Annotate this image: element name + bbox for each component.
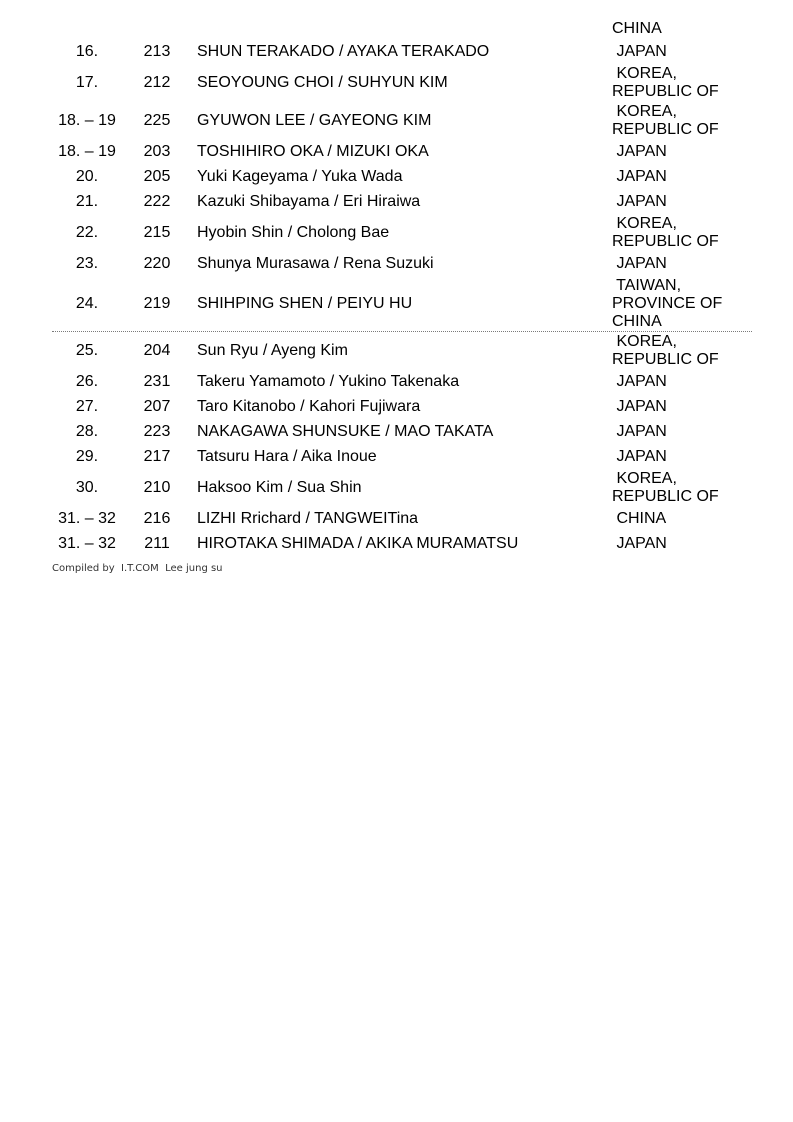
table-row [0, 102, 793, 139]
bib-number: 220 [143, 254, 171, 272]
bib-number: 217 [143, 447, 171, 465]
table-row [0, 394, 793, 419]
rank: 31. – 32 [58, 534, 116, 552]
country: JAPAN [612, 167, 667, 185]
bib-number: 231 [143, 372, 171, 390]
bib-number: 203 [143, 142, 171, 160]
pair-names: HIROTAKA SHIMADA / AKIKA MURAMATSU [197, 534, 519, 552]
rank: 29. [75, 447, 99, 465]
rank: 17. [75, 74, 99, 91]
table-row [0, 332, 793, 369]
rank: 26. [75, 372, 99, 390]
table-row [0, 276, 793, 331]
table-row [0, 531, 793, 556]
country: JAPAN [612, 42, 667, 60]
rank: 16. [75, 42, 99, 60]
rank: 23. [75, 254, 99, 272]
pair-names: Yuki Kageyama / Yuka Wada [197, 167, 403, 185]
table-row [0, 39, 793, 64]
table-row [0, 419, 793, 444]
table-row [0, 506, 793, 531]
country: JAPAN [612, 534, 667, 552]
country: KOREA, REPUBLIC OF [612, 214, 719, 250]
bib-number: 225 [143, 111, 171, 129]
pair-names: Sun Ryu / Ayeng Kim [197, 341, 348, 359]
pair-names: NAKAGAWA SHUNSUKE / MAO TAKATA [197, 422, 494, 440]
rank: 28. [75, 422, 99, 440]
bib-number: 223 [143, 422, 171, 440]
bib-number: 222 [143, 192, 171, 210]
rank: 27. [75, 397, 99, 415]
table-row [0, 139, 793, 164]
pair-names: Shunya Murasawa / Rena Suzuki [197, 254, 434, 272]
country: JAPAN [612, 254, 667, 272]
bib-number: 219 [143, 294, 171, 312]
bib-number: 204 [143, 341, 171, 359]
table-row [0, 469, 793, 506]
pair-names: Kazuki Shibayama / Eri Hiraiwa [197, 192, 421, 210]
pair-names: Haksoo Kim / Sua Shin [197, 478, 362, 496]
country-continuation [0, 19, 793, 39]
compiled-by-footer: Compiled by I.T.COM Lee jung su [52, 563, 223, 574]
table-row [0, 164, 793, 189]
country: KOREA, REPUBLIC OF [612, 332, 719, 368]
rank: 21. [75, 192, 99, 210]
pair-names: SHUN TERAKADO / AYAKA TERAKADO [197, 42, 490, 60]
pair-names: Hyobin Shin / Cholong Bae [197, 223, 390, 241]
table-row [0, 189, 793, 214]
pair-names: SEOYOUNG CHOI / SUHYUN KIM [197, 74, 448, 91]
bib-number: 205 [143, 167, 171, 185]
results-table [0, 19, 793, 556]
country: TAIWAN, PROVINCE OF CHINA [612, 276, 723, 330]
pair-names: SHIHPING SHEN / PEIYU HU [197, 294, 413, 312]
bib-number: 213 [143, 42, 171, 60]
rank: 24. [75, 294, 99, 312]
table-row [0, 369, 793, 394]
table-row [0, 214, 793, 251]
rank: 22. [75, 223, 99, 241]
rank: 25. [75, 341, 99, 359]
country: JAPAN [612, 372, 667, 390]
country: CHINA [612, 20, 662, 37]
country: JAPAN [612, 422, 667, 440]
rank: 18. – 19 [58, 111, 116, 129]
country: KOREA, REPUBLIC OF [612, 469, 719, 505]
bib-number: 212 [143, 74, 171, 91]
bib-number: 207 [143, 397, 171, 415]
rank: 30. [75, 478, 99, 496]
pair-names: GYUWON LEE / GAYEONG KIM [197, 111, 432, 129]
country: KOREA, REPUBLIC OF [612, 102, 719, 138]
table-row [0, 444, 793, 469]
bib-number: 210 [143, 478, 171, 496]
bib-number: 211 [144, 534, 170, 552]
pair-names: Tatsuru Hara / Aika Inoue [197, 447, 377, 465]
rank: 31. – 32 [58, 509, 116, 527]
pair-names: LIZHI Rrichard / TANGWEITina [197, 509, 419, 527]
table-row [0, 251, 793, 276]
rank: 18. – 19 [58, 142, 116, 160]
country: JAPAN [612, 192, 667, 210]
pair-names: TOSHIHIRO OKA / MIZUKI OKA [197, 142, 429, 160]
country: CHINA [612, 509, 667, 527]
table-row [0, 64, 793, 102]
country: JAPAN [612, 142, 667, 160]
pair-names: Taro Kitanobo / Kahori Fujiwara [197, 397, 421, 415]
pair-names: Takeru Yamamoto / Yukino Takenaka [197, 372, 460, 390]
country: KOREA, REPUBLIC OF [612, 65, 719, 100]
bib-number: 215 [143, 223, 171, 241]
bib-number: 216 [143, 509, 171, 527]
rank: 20. [75, 167, 99, 185]
country: JAPAN [612, 447, 667, 465]
country: JAPAN [612, 397, 667, 415]
